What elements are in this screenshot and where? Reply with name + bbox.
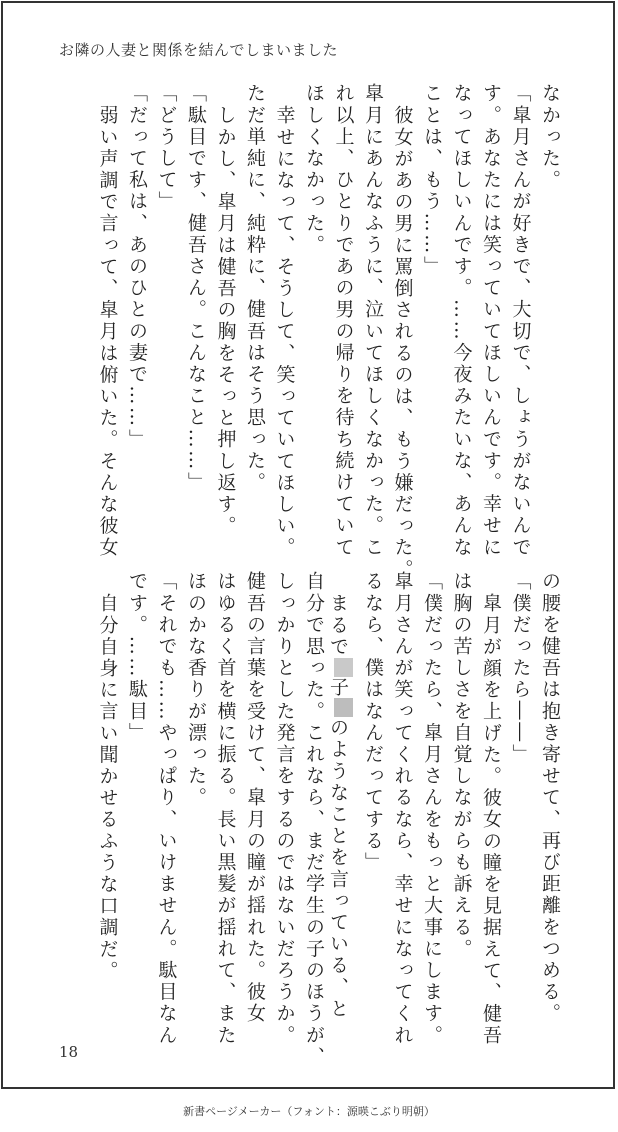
text-line: 皐月さんが笑ってくれるなら、幸せになってくれ [391, 571, 414, 1047]
text-line: しっかりとした発言をするのではないだろうか。 [273, 571, 296, 1047]
text-block-top [87, 83, 561, 581]
text-line: は胸の苦しさを自覚しながらも訴える。 [450, 571, 473, 960]
text-line: るなら、僕はなんだってする」 [362, 571, 384, 874]
text-segment: 子 [327, 676, 349, 699]
text-line: 皐月が顔を上げた。彼女の瞳を見据えて、健吾 [480, 593, 502, 1047]
text-line: なかった。 [539, 83, 561, 191]
text-line: です。……駄目」 [126, 571, 148, 744]
text-line: 幸せになって、そうして、笑っていてほしい。 [273, 105, 296, 559]
text-line: 健吾の言葉を受けて、皐月の瞳が揺れた。彼女 [244, 571, 266, 1025]
text-line: ほしくなかった。 [303, 83, 325, 256]
text-line: 皐月にあんなふうに、泣いてほしくなかった。こ [362, 83, 384, 559]
book-page [1, 1, 615, 1089]
generator-caption: 新書ページメーカー（フォント：源暎こぶり明朝） [183, 1105, 435, 1118]
redacted-blur [334, 698, 353, 717]
text-line: ことは、もう……」 [421, 83, 443, 278]
text-line-redacted [323, 571, 353, 1031]
text-line: ほのかな香りが漂った。 [185, 571, 207, 809]
redacted-blur [334, 658, 353, 677]
text-line: はゆるく首を横に振る。長い黒髪が揺れて、また [214, 571, 237, 1047]
text-line: 「僕だったら、皐月さんをもっと大事にします。 [421, 571, 443, 1047]
text-line: 自分自身に言い聞かせるふうな口調だ。 [96, 593, 119, 982]
text-line: 「だって私は、あのひとの妻で……」 [126, 83, 148, 451]
text-line: 「僕だったら――」 [509, 571, 532, 766]
text-line: しかし、皐月は健吾の胸をそっと押し返す。 [214, 105, 237, 537]
page-number: 18 [59, 1043, 79, 1061]
text-line: 弱い声調で言って、皐月は俯いた。そんな彼女 [96, 105, 119, 559]
text-line: 「駄目です、健吾さん。こんなこと……」 [185, 83, 207, 494]
text-line: 自分で思った。これなら、まだ学生の子のほうが、 [303, 571, 325, 1068]
text-line: 「皐月さんが好きで、大切で、しょうがないんで [509, 83, 532, 559]
text-line: す。あなたには笑っていてほしいんです。幸せに [480, 83, 502, 559]
text-line: なってほしいんです。……今夜みたいな、あんな [450, 83, 473, 559]
text-line: 「どうして」 [155, 83, 178, 213]
text-line: 「それでも……やっぱり、いけません。駄目なん [155, 571, 178, 1047]
text-line: の腰を健吾は抱き寄せて、再び距離をつめる。 [539, 571, 561, 1025]
text-segment: のようなことを言っている、と [327, 717, 349, 1020]
text-line: 彼女があの男に罵倒されるのは、もう嫌だった。 [391, 105, 414, 581]
text-line: ただ単純に、純粋に、健吾はそう思った。 [244, 83, 266, 494]
running-head: お隣の人妻と関係を結んでしまいました [59, 41, 339, 59]
text-segment: まるで [327, 593, 349, 658]
text-block-bottom [87, 571, 561, 1068]
text-line: れ以上、ひとりであの男の帰りを待ち続けていて [332, 83, 355, 559]
